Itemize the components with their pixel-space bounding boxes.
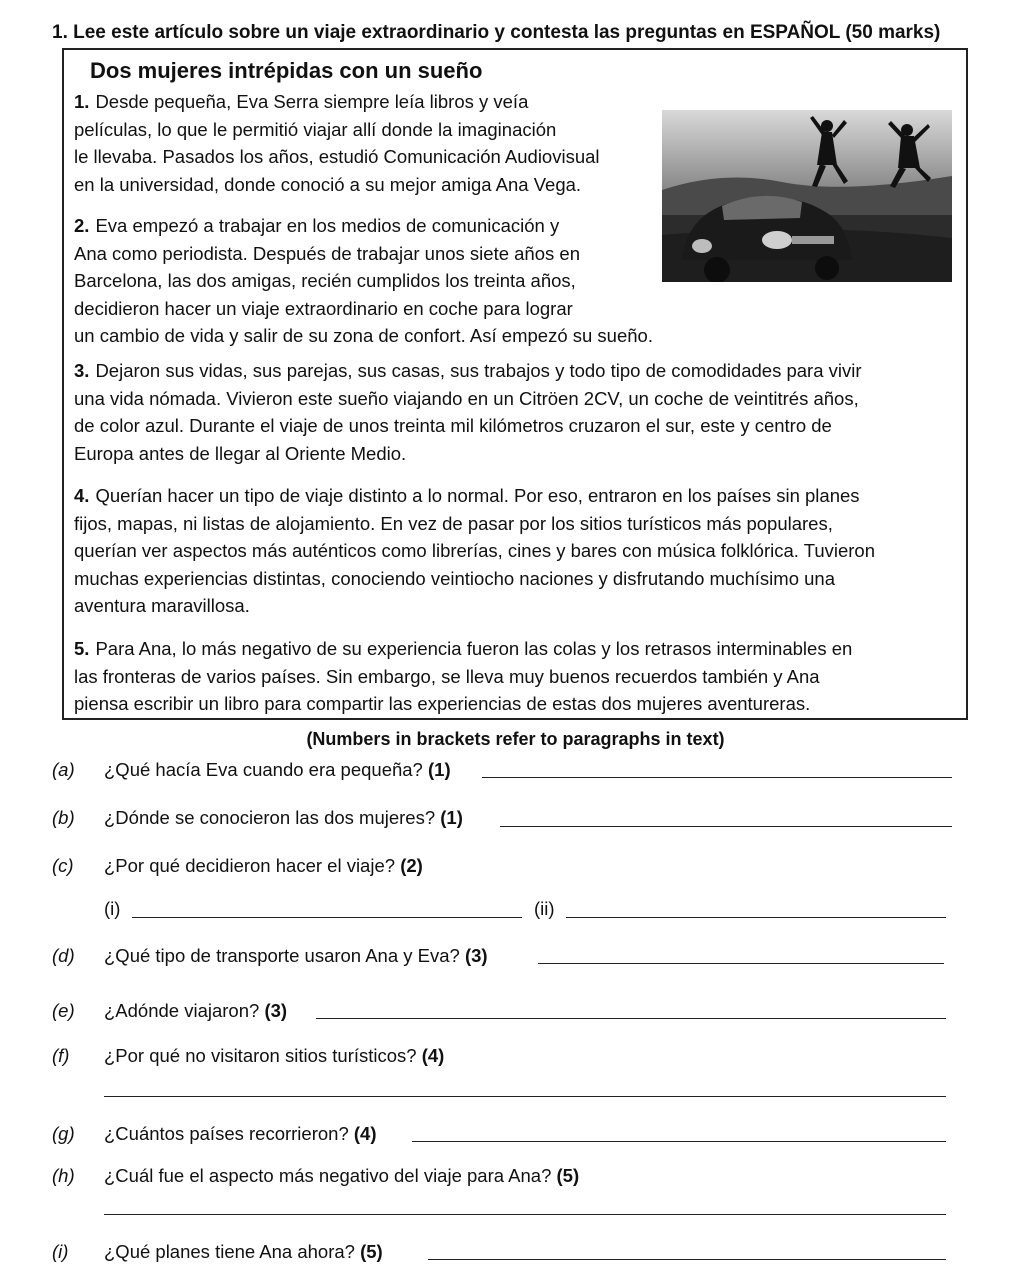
answer-line-a[interactable] (482, 777, 952, 778)
question-text: ¿Cuál fue el aspecto más negativo del viaje para Ana? (104, 1165, 552, 1186)
question-letter: (b) (52, 807, 75, 828)
paragraph-number: 5. (74, 638, 90, 659)
question-text: ¿Cuántos países recorrieron? (104, 1123, 349, 1144)
paragraph-5: 5. Para Ana, lo más negativo de su experiencia fueron las colas y los retrasos interminables en las fronteras de varios países. Sin embargo, se lleva muy buenos recuerdos también y Ana piensa escribir un libro para compartir las experiencias de estas dos mujeres aventureras. (74, 638, 853, 714)
answer-line-i[interactable] (428, 1259, 946, 1260)
answer-line-e[interactable] (316, 1018, 946, 1019)
question-letter: (i) (52, 1241, 69, 1262)
paragraph-ref: (3) (264, 1000, 288, 1021)
paragraph-number: 1. (74, 91, 90, 112)
question-letter: (c) (52, 855, 74, 876)
article-title: Dos mujeres intrépidas con un sueño (90, 58, 483, 83)
paragraph-ref: (2) (400, 855, 423, 876)
question-letter: (d) (52, 945, 75, 966)
question-text: ¿Qué tipo de transporte usaron Ana y Eva? (104, 945, 460, 966)
paragraph-1: 1. Desde pequeña, Eva Serra siempre leía libros y veía películas, lo que le permitió viajar allí donde la imaginación le llevaba. Pasados los años, estudió Comunicación Audiovisual en la universidad, donde conoció a su mejor amiga Ana Vega. (74, 91, 600, 195)
paragraph-reference-note: (Numbers in brackets refer to paragraphs in text) (306, 729, 725, 749)
exercise-heading: 1. Lee este artículo sobre un viaje extraordinario y contesta las preguntas en ESPAÑOL (50 marks) (52, 22, 941, 43)
answer-line-f[interactable] (104, 1096, 946, 1097)
answer-line-c-i[interactable] (132, 917, 522, 918)
paragraph-ref: (1) (440, 807, 463, 828)
question-text: ¿Dónde se conocieron las dos mujeres? (104, 807, 436, 828)
paragraph-ref: (1) (428, 759, 451, 780)
car-jump-photo (662, 110, 952, 282)
paragraph-ref: (4) (421, 1045, 445, 1066)
paragraph-ref: (3) (464, 945, 488, 966)
question-letter: (h) (52, 1165, 75, 1186)
paragraph-ref: (5) (556, 1165, 580, 1186)
paragraph-ref: (5) (360, 1241, 383, 1262)
paragraph-3: 3. Dejaron sus vidas, sus parejas, sus casas, sus trabajos y todo tipo de comodidades para vivir una vida nómada. Vivieron este sueño viajando en un Citröen 2CV, un coche de veintitrés años, de color azul. Durante el viaje de unos treinta mil kilómetros cruzaron el sur, este y centro de Europa antes de llegar al Oriente Medio. (74, 360, 862, 464)
question-text: ¿Por qué decidieron hacer el viaje? (104, 855, 396, 876)
question-text: ¿Qué planes tiene Ana ahora? (104, 1241, 355, 1262)
paragraph-number: 3. (74, 360, 90, 381)
question-letter: (e) (52, 1000, 75, 1021)
answer-line-b[interactable] (500, 826, 952, 827)
question-text: ¿Por qué no visitaron sitios turísticos? (104, 1045, 417, 1066)
article-photo (662, 110, 952, 282)
paragraph-ref: (4) (353, 1123, 377, 1144)
paragraph-number: 2. (74, 215, 90, 236)
answer-line-g[interactable] (412, 1141, 946, 1142)
question-text: ¿Qué hacía Eva cuando era pequeña? (104, 759, 423, 780)
sub-label-ii: (ii) (534, 898, 555, 919)
paragraph-4: 4. Querían hacer un tipo de viaje distinto a lo normal. Por eso, entraron en los países sin planes fijos, mapas, ni listas de alojamiento. En vez de pasar por los sitios turísticos más populares, querían ver aspectos más auténticos como librerías, cines y bares con música folklórica. Tuvieron muchas experiencias distintas, conociendo veintiocho naciones y disfrutando muchísimo una aventura maravillosa. (74, 485, 876, 616)
answer-line-c-ii[interactable] (566, 917, 946, 918)
answer-line-h[interactable] (104, 1214, 946, 1215)
question-letter: (f) (52, 1045, 70, 1066)
paragraph-2: 2. Eva empezó a trabajar en los medios de comunicación y Ana como periodista. Después de trabajar unos siete años en Barcelona, las dos amigas, recién cumplidos los treinta años, decidieron hacer un viaje extraordinario en coche para lograr un cambio de vida y salir de su zona de confort. Así empezó su sueño. (74, 215, 653, 346)
question-letter: (g) (52, 1123, 75, 1144)
paragraph-number: 4. (74, 485, 90, 506)
sub-label-i: (i) (104, 898, 121, 919)
article-box (62, 48, 968, 720)
question-text: ¿Adónde viajaron? (104, 1000, 260, 1021)
question-letter: (a) (52, 759, 75, 780)
answer-line-d[interactable] (538, 963, 944, 964)
